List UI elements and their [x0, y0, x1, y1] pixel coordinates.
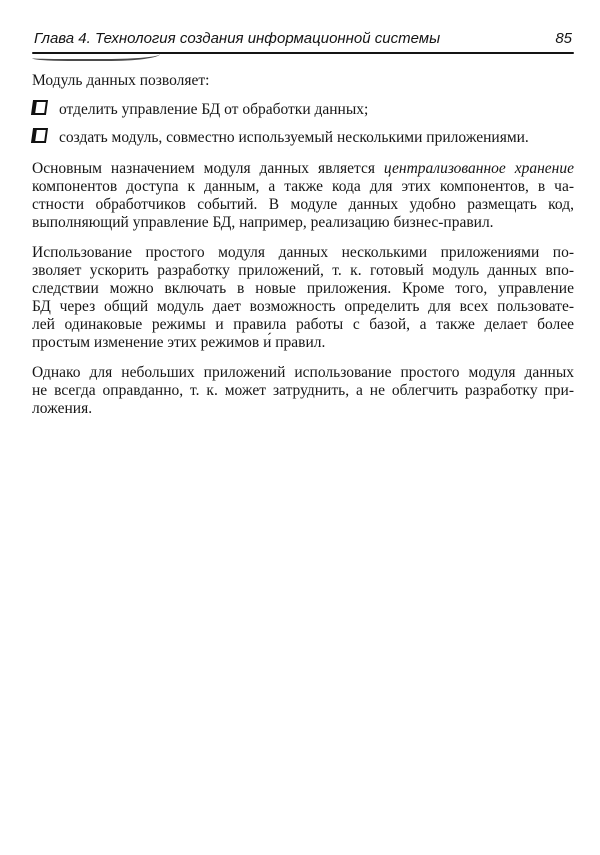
text-line	[32, 160, 574, 178]
text-line: следствии можно включать в новые приложения. Кроме того, управление	[32, 280, 574, 297]
chapter-title: Глава 4. Технология создания информационной системы	[34, 30, 441, 47]
text-line: стности обработчиков событий. В модуле данных удобно размещать код,	[32, 196, 574, 213]
text-line: ложения.	[32, 400, 93, 417]
running-header	[32, 30, 574, 52]
checkbox-bullet-icon	[31, 128, 48, 143]
paragraph-1	[32, 155, 574, 232]
page-number: 85	[555, 30, 572, 47]
checkbox-bullet-icon	[31, 100, 48, 115]
italic-phrase: централизованное хранение	[383, 160, 575, 177]
list-item-text: создать модуль, совместно используемый несколькими приложениями.	[59, 129, 529, 146]
text-line: Однако для небольших приложений использование простого модуля данных	[32, 364, 574, 381]
text-line: лей одинаковые режимы и правила работы с базой, а также делает более	[32, 316, 574, 333]
text-line: простым изменение этих режимов и́ правил.	[32, 334, 326, 351]
text-line: БД через общий модуль дает возможность определить для всех пользовате-	[32, 298, 574, 315]
paragraph-3	[32, 359, 574, 418]
list-item-text: отделить управление БД от обработки данных;	[59, 101, 369, 118]
text-line: компонентов доступа к данным, а также кода для этих компонентов, в ча-	[32, 178, 574, 195]
text-line: не всегда оправданно, т. к. может затруднить, а не облегчить разработку при-	[32, 382, 574, 399]
text-line: зволяет ускорить разработку приложений, т. к. готовый модуль данных впо-	[32, 262, 574, 279]
paragraph-2	[32, 239, 574, 352]
list-item	[32, 99, 574, 119]
text-line: Использование простого модуля данных несколькими приложениями по-	[32, 244, 574, 261]
text-segment: Основным назначением модуля данных является	[32, 160, 384, 177]
page-body	[32, 72, 574, 418]
header-rule-scan-artifact	[32, 54, 160, 61]
text-line: выполняющий управление БД, например, реализацию бизнес-правил.	[32, 214, 494, 231]
intro-line: Модуль данных позволяет:	[32, 72, 210, 89]
list-item	[32, 127, 574, 147]
